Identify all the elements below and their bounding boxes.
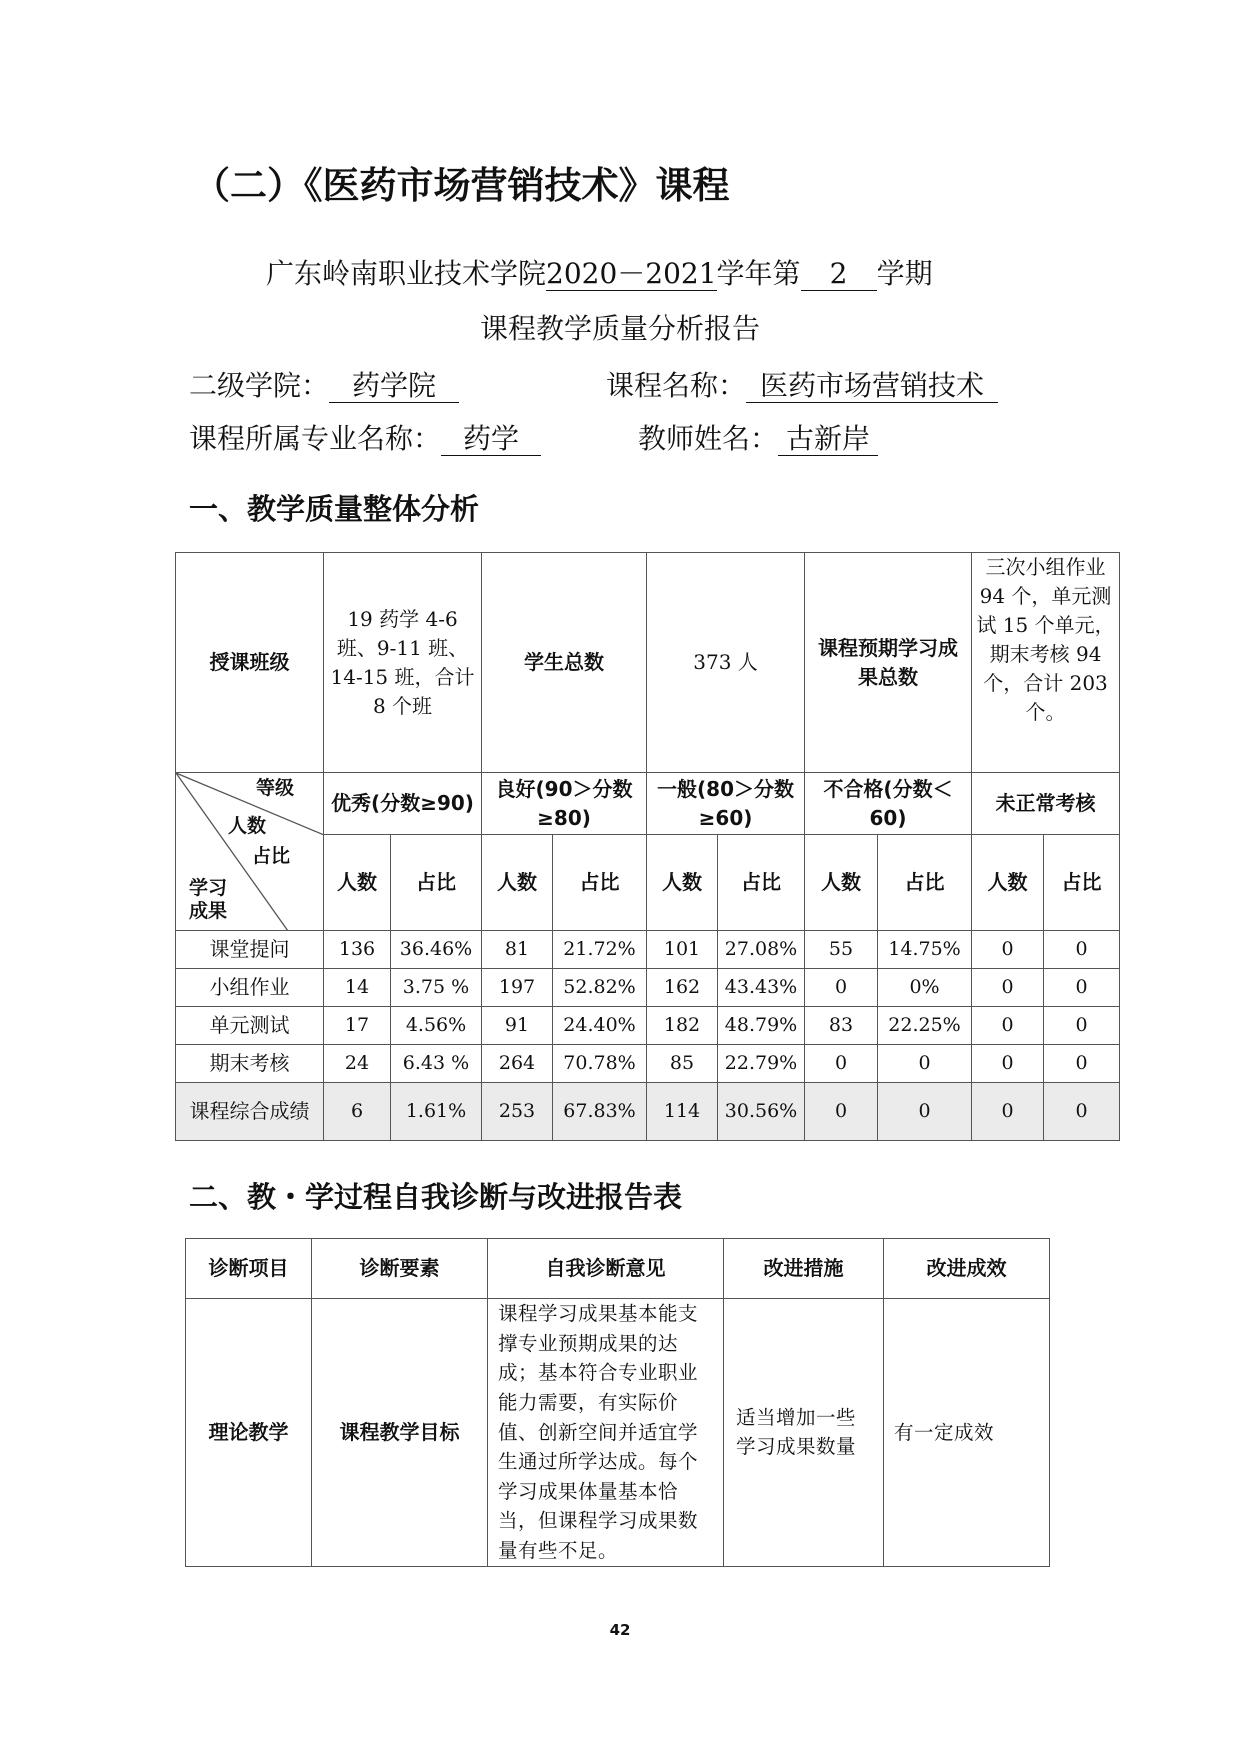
table-cell: 0% xyxy=(878,969,972,1007)
diag-item: 理论教学 xyxy=(186,1299,312,1567)
college-label: 二级学院： xyxy=(189,369,330,402)
row-label: 课堂提问 xyxy=(176,931,324,969)
page-heading: （二）《医药市场营销技术》课程 xyxy=(193,164,730,207)
table-cell: 67.83% xyxy=(553,1083,647,1141)
semester-suffix: 学期 xyxy=(876,257,933,290)
table-cell: 21.72% xyxy=(553,931,647,969)
diag-measure: 适当增加一些学习成果数量 xyxy=(724,1299,884,1567)
table-cell: 48.79% xyxy=(718,1007,805,1045)
table-cell: 1.61% xyxy=(391,1083,482,1141)
year-suffix: 学年第 xyxy=(716,257,801,290)
grade-fail: 不合格(分数＜60) xyxy=(805,773,972,835)
table-cell: 30.56% xyxy=(718,1083,805,1141)
row-label: 期末考核 xyxy=(176,1045,324,1083)
table-cell: 0 xyxy=(972,931,1044,969)
row-label: 课程综合成绩 xyxy=(176,1083,324,1141)
school-name: 广东岭南职业技术学院 xyxy=(266,257,547,290)
table-cell: 0 xyxy=(972,1007,1044,1045)
diag-element: 课程教学目标 xyxy=(312,1299,488,1567)
teacher-value: 古新岸 xyxy=(778,423,878,456)
section2-title: 二、教・学过程自我诊断与改进报告表 xyxy=(189,1180,683,1214)
table-cell: 52.82% xyxy=(553,969,647,1007)
table-cell: 36.46% xyxy=(391,931,482,969)
table-cell: 3.75 % xyxy=(391,969,482,1007)
table-cell: 182 xyxy=(647,1007,718,1045)
table-cell: 70.78% xyxy=(553,1045,647,1083)
table-cell: 0 xyxy=(1044,1007,1120,1045)
table-cell: 253 xyxy=(482,1083,553,1141)
diagnosis-table xyxy=(185,1238,1050,1567)
table-cell: 0 xyxy=(878,1083,972,1141)
students-label: 学生总数 xyxy=(482,553,647,773)
table-cell: 264 xyxy=(482,1045,553,1083)
teacher-field xyxy=(638,417,878,457)
table-cell: 6.43 % xyxy=(391,1045,482,1083)
header-element: 诊断要素 xyxy=(312,1239,488,1299)
report-title-line1 xyxy=(266,252,933,292)
table-cell: 197 xyxy=(482,969,553,1007)
table-row xyxy=(176,931,1120,969)
table-cell: 22.25% xyxy=(878,1007,972,1045)
semester-number: 2 xyxy=(801,258,877,291)
table-cell: 24 xyxy=(324,1045,391,1083)
grade-not-assessed: 未正常考核 xyxy=(972,773,1120,835)
diag-count-label: 人数 xyxy=(228,815,267,837)
teacher-label: 教师姓名： xyxy=(638,422,779,455)
quality-analysis-table xyxy=(175,552,1120,1141)
table-cell: 101 xyxy=(647,931,718,969)
diagonal-header-cell xyxy=(176,773,324,931)
diag-opinion: 课程学习成果基本能支撑专业预期成果的达成；基本符合专业职业能力需要，有实际价值、创新空间并适宜学生通过所学达成。每个学习成果体量基本恰当，但课程学习成果数量有些不足。 xyxy=(488,1299,724,1567)
students-value: 373 人 xyxy=(647,553,805,773)
count-header: 人数 xyxy=(972,835,1044,931)
table-cell: 0 xyxy=(805,1083,878,1141)
major-field xyxy=(189,417,541,457)
count-header: 人数 xyxy=(805,835,878,931)
table-row xyxy=(176,1083,1120,1141)
class-label: 授课班级 xyxy=(176,553,324,773)
course-value: 医药市场营销技术 xyxy=(746,370,998,403)
grade-excellent: 优秀(分数≥90) xyxy=(324,773,482,835)
header-item: 诊断项目 xyxy=(186,1239,312,1299)
table-cell: 81 xyxy=(482,931,553,969)
table-cell: 14 xyxy=(324,969,391,1007)
table-row xyxy=(176,1045,1120,1083)
ratio-header: 占比 xyxy=(1044,835,1120,931)
table-row xyxy=(186,1299,1050,1567)
table-cell: 55 xyxy=(805,931,878,969)
row-label: 小组作业 xyxy=(176,969,324,1007)
table-cell: 0 xyxy=(1044,1083,1120,1141)
table-cell: 17 xyxy=(324,1007,391,1045)
table-cell: 91 xyxy=(482,1007,553,1045)
table-cell: 14.75% xyxy=(878,931,972,969)
table-cell: 4.56% xyxy=(391,1007,482,1045)
table-row xyxy=(176,969,1120,1007)
class-value: 19 药学 4-6 班、9-11 班、14-15 班，合计 8 个班 xyxy=(324,553,482,773)
table-cell: 83 xyxy=(805,1007,878,1045)
section1-title: 一、教学质量整体分析 xyxy=(189,492,480,526)
diag-grade-label: 等级 xyxy=(256,777,295,799)
table-cell: 0 xyxy=(1044,931,1120,969)
report-title-line2: 课程教学质量分析报告 xyxy=(479,312,760,345)
row-label: 单元测试 xyxy=(176,1007,324,1045)
count-header: 人数 xyxy=(647,835,718,931)
table-cell: 0 xyxy=(1044,1045,1120,1083)
outcomes-label: 课程预期学习成果总数 xyxy=(805,553,972,773)
table-cell: 162 xyxy=(647,969,718,1007)
table-row xyxy=(176,1007,1120,1045)
diag-outcome-label: 学习成果 xyxy=(188,877,227,922)
table-cell: 0 xyxy=(972,1083,1044,1141)
diag-effect: 有一定成效 xyxy=(884,1299,1050,1567)
table-cell: 0 xyxy=(805,1045,878,1083)
count-header: 人数 xyxy=(324,835,391,931)
ratio-header: 占比 xyxy=(391,835,482,931)
ratio-header: 占比 xyxy=(553,835,647,931)
college-field xyxy=(189,364,459,404)
ratio-header: 占比 xyxy=(878,835,972,931)
table-cell: 6 xyxy=(324,1083,391,1141)
table-cell: 136 xyxy=(324,931,391,969)
table-cell: 27.08% xyxy=(718,931,805,969)
outcomes-value: 三次小组作业 94 个，单元测试 15 个单元，期末考核 94 个，合计 203 个。 xyxy=(972,553,1120,773)
page-number: 42 xyxy=(609,1621,631,1639)
table-cell: 85 xyxy=(647,1045,718,1083)
table-cell: 0 xyxy=(878,1045,972,1083)
table-cell: 24.40% xyxy=(553,1007,647,1045)
course-field xyxy=(606,364,998,404)
header-measure: 改进措施 xyxy=(724,1239,884,1299)
table-cell: 43.43% xyxy=(718,969,805,1007)
header-effect: 改进成效 xyxy=(884,1239,1050,1299)
college-value: 药学院 xyxy=(329,370,459,403)
table-cell: 0 xyxy=(1044,969,1120,1007)
count-header: 人数 xyxy=(482,835,553,931)
ratio-header: 占比 xyxy=(718,835,805,931)
academic-year: 2020－2021 xyxy=(546,257,717,290)
header-opinion: 自我诊断意见 xyxy=(488,1239,724,1299)
diag-ratio-label: 占比 xyxy=(252,845,291,867)
table-cell: 22.79% xyxy=(718,1045,805,1083)
table-cell: 0 xyxy=(805,969,878,1007)
major-label: 课程所属专业名称： xyxy=(189,422,442,455)
course-label: 课程名称： xyxy=(606,369,747,402)
grade-average: 一般(80＞分数≥60) xyxy=(647,773,805,835)
major-value: 药学 xyxy=(441,423,541,456)
grade-good: 良好(90＞分数≥80) xyxy=(482,773,647,835)
table-cell: 114 xyxy=(647,1083,718,1141)
table-cell: 0 xyxy=(972,969,1044,1007)
table-cell: 0 xyxy=(972,1045,1044,1083)
